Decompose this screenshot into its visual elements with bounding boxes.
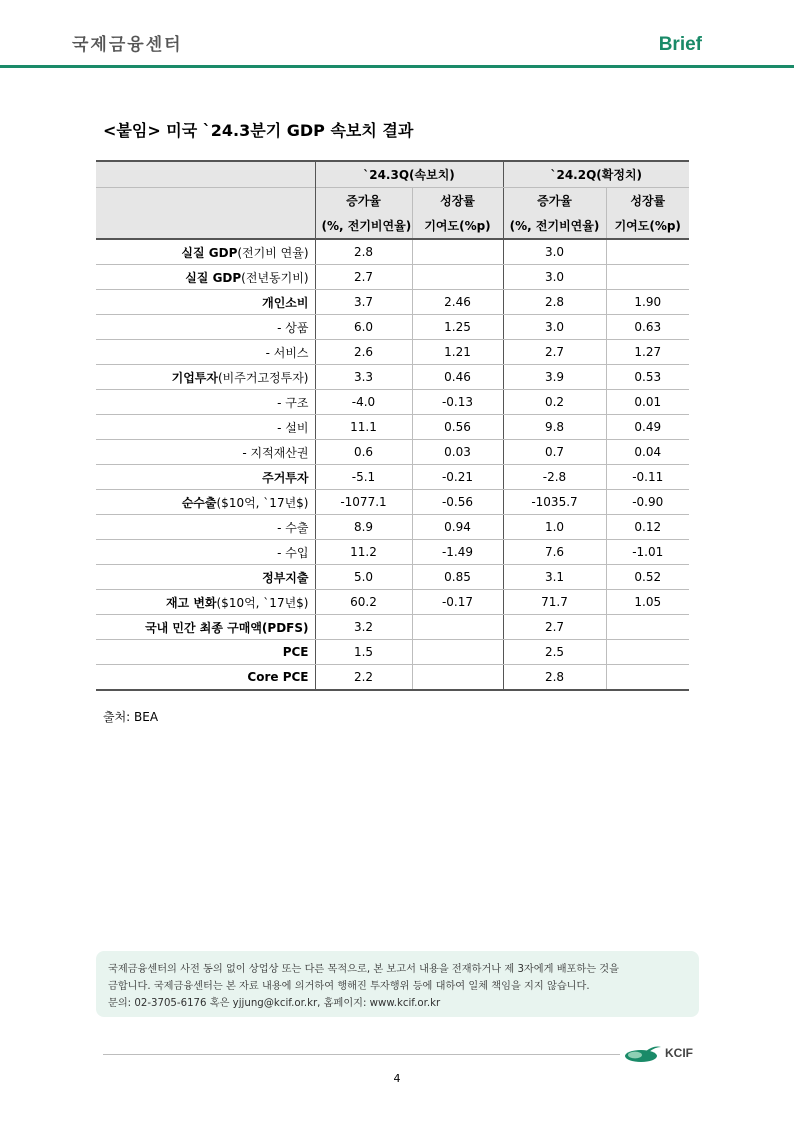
doc-type-label: Brief [658, 34, 702, 55]
contrib-b-cell [606, 640, 689, 665]
row-label-detail: - 서비스 [265, 345, 309, 360]
increase-b-cell: 3.1 [503, 565, 606, 590]
col-increase-unit: (%, 전기비연율) [503, 213, 606, 239]
contrib-b-cell: 0.63 [606, 315, 689, 340]
contrib-a-cell: 0.46 [412, 365, 503, 390]
org-name: 국제금융센터 [72, 35, 183, 55]
disclaimer-line: 금합니다. 국제금융센터는 본 자료 내용에 의거하여 행해진 투자행위 등에 대하여 일체 책임을 지지 않습니다. [108, 981, 590, 992]
row-label [96, 590, 315, 615]
row-label [96, 540, 315, 565]
increase-a-cell: 11.1 [315, 415, 412, 440]
contrib-b-cell: -0.11 [606, 465, 689, 490]
row-label [96, 340, 315, 365]
row-label-main: 국내 민간 최종 구매액(PDFS) [145, 620, 309, 635]
table-row [96, 540, 689, 565]
contrib-a-cell [412, 615, 503, 640]
row-label-detail: - 설비 [277, 420, 309, 435]
row-label-main: 기업투자 [171, 370, 218, 385]
row-label-detail: (전기비 연율) [237, 245, 309, 260]
increase-b-cell: 3.0 [503, 315, 606, 340]
contrib-b-cell: 1.90 [606, 290, 689, 315]
contrib-a-cell: -0.21 [412, 465, 503, 490]
row-label-main: 순수출 [181, 495, 217, 510]
table-row [96, 465, 689, 490]
contrib-b-cell [606, 239, 689, 265]
contrib-a-cell: 1.25 [412, 315, 503, 340]
increase-b-cell: 2.5 [503, 640, 606, 665]
contrib-b-cell: 0.52 [606, 565, 689, 590]
col-contrib-header: 성장률 [412, 188, 503, 214]
increase-a-cell: -5.1 [315, 465, 412, 490]
row-label-detail: - 구조 [277, 395, 309, 410]
contrib-a-cell: -0.56 [412, 490, 503, 515]
increase-a-cell: 2.8 [315, 239, 412, 265]
table-row [96, 590, 689, 615]
table-row [96, 290, 689, 315]
contrib-a-cell [412, 239, 503, 265]
contrib-a-cell: 0.03 [412, 440, 503, 465]
increase-a-cell: 5.0 [315, 565, 412, 590]
contrib-a-cell: -0.13 [412, 390, 503, 415]
disclaimer-line: 국제금융센터의 사전 동의 없이 상업상 또는 다른 목적으로, 본 보고서 내용을 전재하거나 제 3자에게 배포하는 것을 [108, 964, 619, 975]
section-title: <붙임> 미국 `24.3분기 GDP 속보치 결과 [103, 121, 414, 140]
increase-a-cell: 2.6 [315, 340, 412, 365]
header-corner [96, 161, 315, 188]
table-row [96, 615, 689, 640]
contrib-b-cell: -1.01 [606, 540, 689, 565]
kcif-logo [624, 1044, 694, 1066]
table-row [96, 565, 689, 590]
increase-a-cell: -1077.1 [315, 490, 412, 515]
contrib-a-cell: 2.46 [412, 290, 503, 315]
col-increase-header: 증가율 [315, 188, 412, 214]
source-note: 출처: BEA [103, 710, 159, 724]
increase-a-cell: 0.6 [315, 440, 412, 465]
row-label-detail: (비주거고정투자) [217, 370, 309, 385]
contrib-a-cell: 0.94 [412, 515, 503, 540]
row-label-detail: - 수출 [277, 520, 309, 535]
increase-b-cell: -2.8 [503, 465, 606, 490]
contrib-b-cell: 0.04 [606, 440, 689, 465]
table-row [96, 390, 689, 415]
increase-a-cell: 60.2 [315, 590, 412, 615]
table-row [96, 315, 689, 340]
row-label-main: 실질 GDP [185, 270, 242, 285]
increase-b-cell: -1035.7 [503, 490, 606, 515]
increase-a-cell: 11.2 [315, 540, 412, 565]
contrib-a-cell: 0.56 [412, 415, 503, 440]
increase-a-cell: 8.9 [315, 515, 412, 540]
increase-b-cell: 3.0 [503, 265, 606, 290]
contrib-b-cell: 0.01 [606, 390, 689, 415]
contrib-a-cell: -0.17 [412, 590, 503, 615]
row-label-main: 정부지출 [262, 570, 309, 585]
contrib-b-cell: 0.49 [606, 415, 689, 440]
contrib-b-cell [606, 615, 689, 640]
gdp-table [96, 160, 689, 691]
col-increase-unit: (%, 전기비연율) [315, 213, 412, 239]
table-row [96, 665, 689, 691]
increase-a-cell: 6.0 [315, 315, 412, 340]
row-label [96, 490, 315, 515]
increase-b-cell: 2.7 [503, 615, 606, 640]
row-label [96, 565, 315, 590]
row-label [96, 265, 315, 290]
increase-b-cell: 7.6 [503, 540, 606, 565]
contrib-a-cell [412, 665, 503, 691]
contrib-b-cell: 1.05 [606, 590, 689, 615]
contrib-a-cell [412, 265, 503, 290]
row-label [96, 365, 315, 390]
row-label-detail: ($10억, `17년$) [216, 595, 309, 610]
contrib-a-cell: 1.21 [412, 340, 503, 365]
increase-b-cell: 71.7 [503, 590, 606, 615]
col-contrib-unit: 기여도(%p) [412, 213, 503, 239]
header-corner [96, 188, 315, 214]
contrib-b-cell [606, 265, 689, 290]
row-label-detail: - 지적재산권 [242, 445, 309, 460]
table-row [96, 365, 689, 390]
table-header-metrics [96, 188, 689, 214]
table-row [96, 415, 689, 440]
increase-a-cell: 2.2 [315, 665, 412, 691]
table-row [96, 490, 689, 515]
table-row [96, 440, 689, 465]
increase-b-cell: 2.8 [503, 665, 606, 691]
contrib-a-cell: 0.85 [412, 565, 503, 590]
contrib-b-cell: -0.90 [606, 490, 689, 515]
col-contrib-unit: 기여도(%p) [606, 213, 689, 239]
row-label-detail: - 상품 [277, 320, 309, 335]
row-label-main: Core PCE [247, 670, 309, 684]
row-label-detail: - 수입 [277, 545, 309, 560]
row-label-main: 개인소비 [262, 295, 309, 310]
contrib-b-cell: 0.53 [606, 365, 689, 390]
increase-a-cell: 3.3 [315, 365, 412, 390]
page-number: 4 [393, 1072, 401, 1085]
increase-a-cell: -4.0 [315, 390, 412, 415]
table-row [96, 340, 689, 365]
row-label [96, 640, 315, 665]
table-header-units [96, 213, 689, 239]
row-label [96, 665, 315, 691]
row-label [96, 290, 315, 315]
contrib-a-cell [412, 640, 503, 665]
increase-b-cell: 3.9 [503, 365, 606, 390]
header-corner [96, 213, 315, 239]
row-label [96, 390, 315, 415]
increase-b-cell: 3.0 [503, 239, 606, 265]
contrib-b-cell: 0.12 [606, 515, 689, 540]
disclaimer-box [96, 951, 699, 1017]
increase-a-cell: 2.7 [315, 265, 412, 290]
col-contrib-header: 성장률 [606, 188, 689, 214]
table-header-periods [96, 161, 689, 188]
row-label [96, 315, 315, 340]
table-row [96, 515, 689, 540]
row-label-main: PCE [282, 645, 309, 659]
contrib-b-cell [606, 665, 689, 691]
kcif-logo-icon [624, 1044, 664, 1066]
table-row [96, 640, 689, 665]
table-row [96, 265, 689, 290]
row-label [96, 615, 315, 640]
header-divider [0, 65, 794, 68]
period-a-header: `24.3Q(속보치) [315, 161, 503, 188]
row-label-detail: ($10억, `17년$) [216, 495, 309, 510]
increase-b-cell: 2.8 [503, 290, 606, 315]
contrib-a-cell: -1.49 [412, 540, 503, 565]
increase-b-cell: 2.7 [503, 340, 606, 365]
row-label-detail: (전년동기비) [241, 270, 309, 285]
footer-divider [103, 1054, 620, 1055]
row-label [96, 465, 315, 490]
increase-a-cell: 3.2 [315, 615, 412, 640]
row-label-main: 재고 변화 [165, 595, 217, 610]
disclaimer-contact: 문의: 02-3705-6176 혹은 yjjung@kcif.or.kr, 홈페이지: www.kcif.or.kr [108, 998, 441, 1009]
increase-b-cell: 9.8 [503, 415, 606, 440]
contrib-b-cell: 1.27 [606, 340, 689, 365]
row-label-main: 실질 GDP [181, 245, 238, 260]
period-b-header: `24.2Q(확정치) [503, 161, 689, 188]
row-label [96, 515, 315, 540]
increase-a-cell: 3.7 [315, 290, 412, 315]
row-label [96, 415, 315, 440]
table-row [96, 239, 689, 265]
row-label [96, 440, 315, 465]
increase-b-cell: 0.2 [503, 390, 606, 415]
increase-b-cell: 1.0 [503, 515, 606, 540]
increase-b-cell: 0.7 [503, 440, 606, 465]
increase-a-cell: 1.5 [315, 640, 412, 665]
row-label [96, 239, 315, 265]
logo-text: KCIF [665, 1046, 693, 1060]
row-label-main: 주거투자 [262, 470, 309, 485]
col-increase-header: 증가율 [503, 188, 606, 214]
